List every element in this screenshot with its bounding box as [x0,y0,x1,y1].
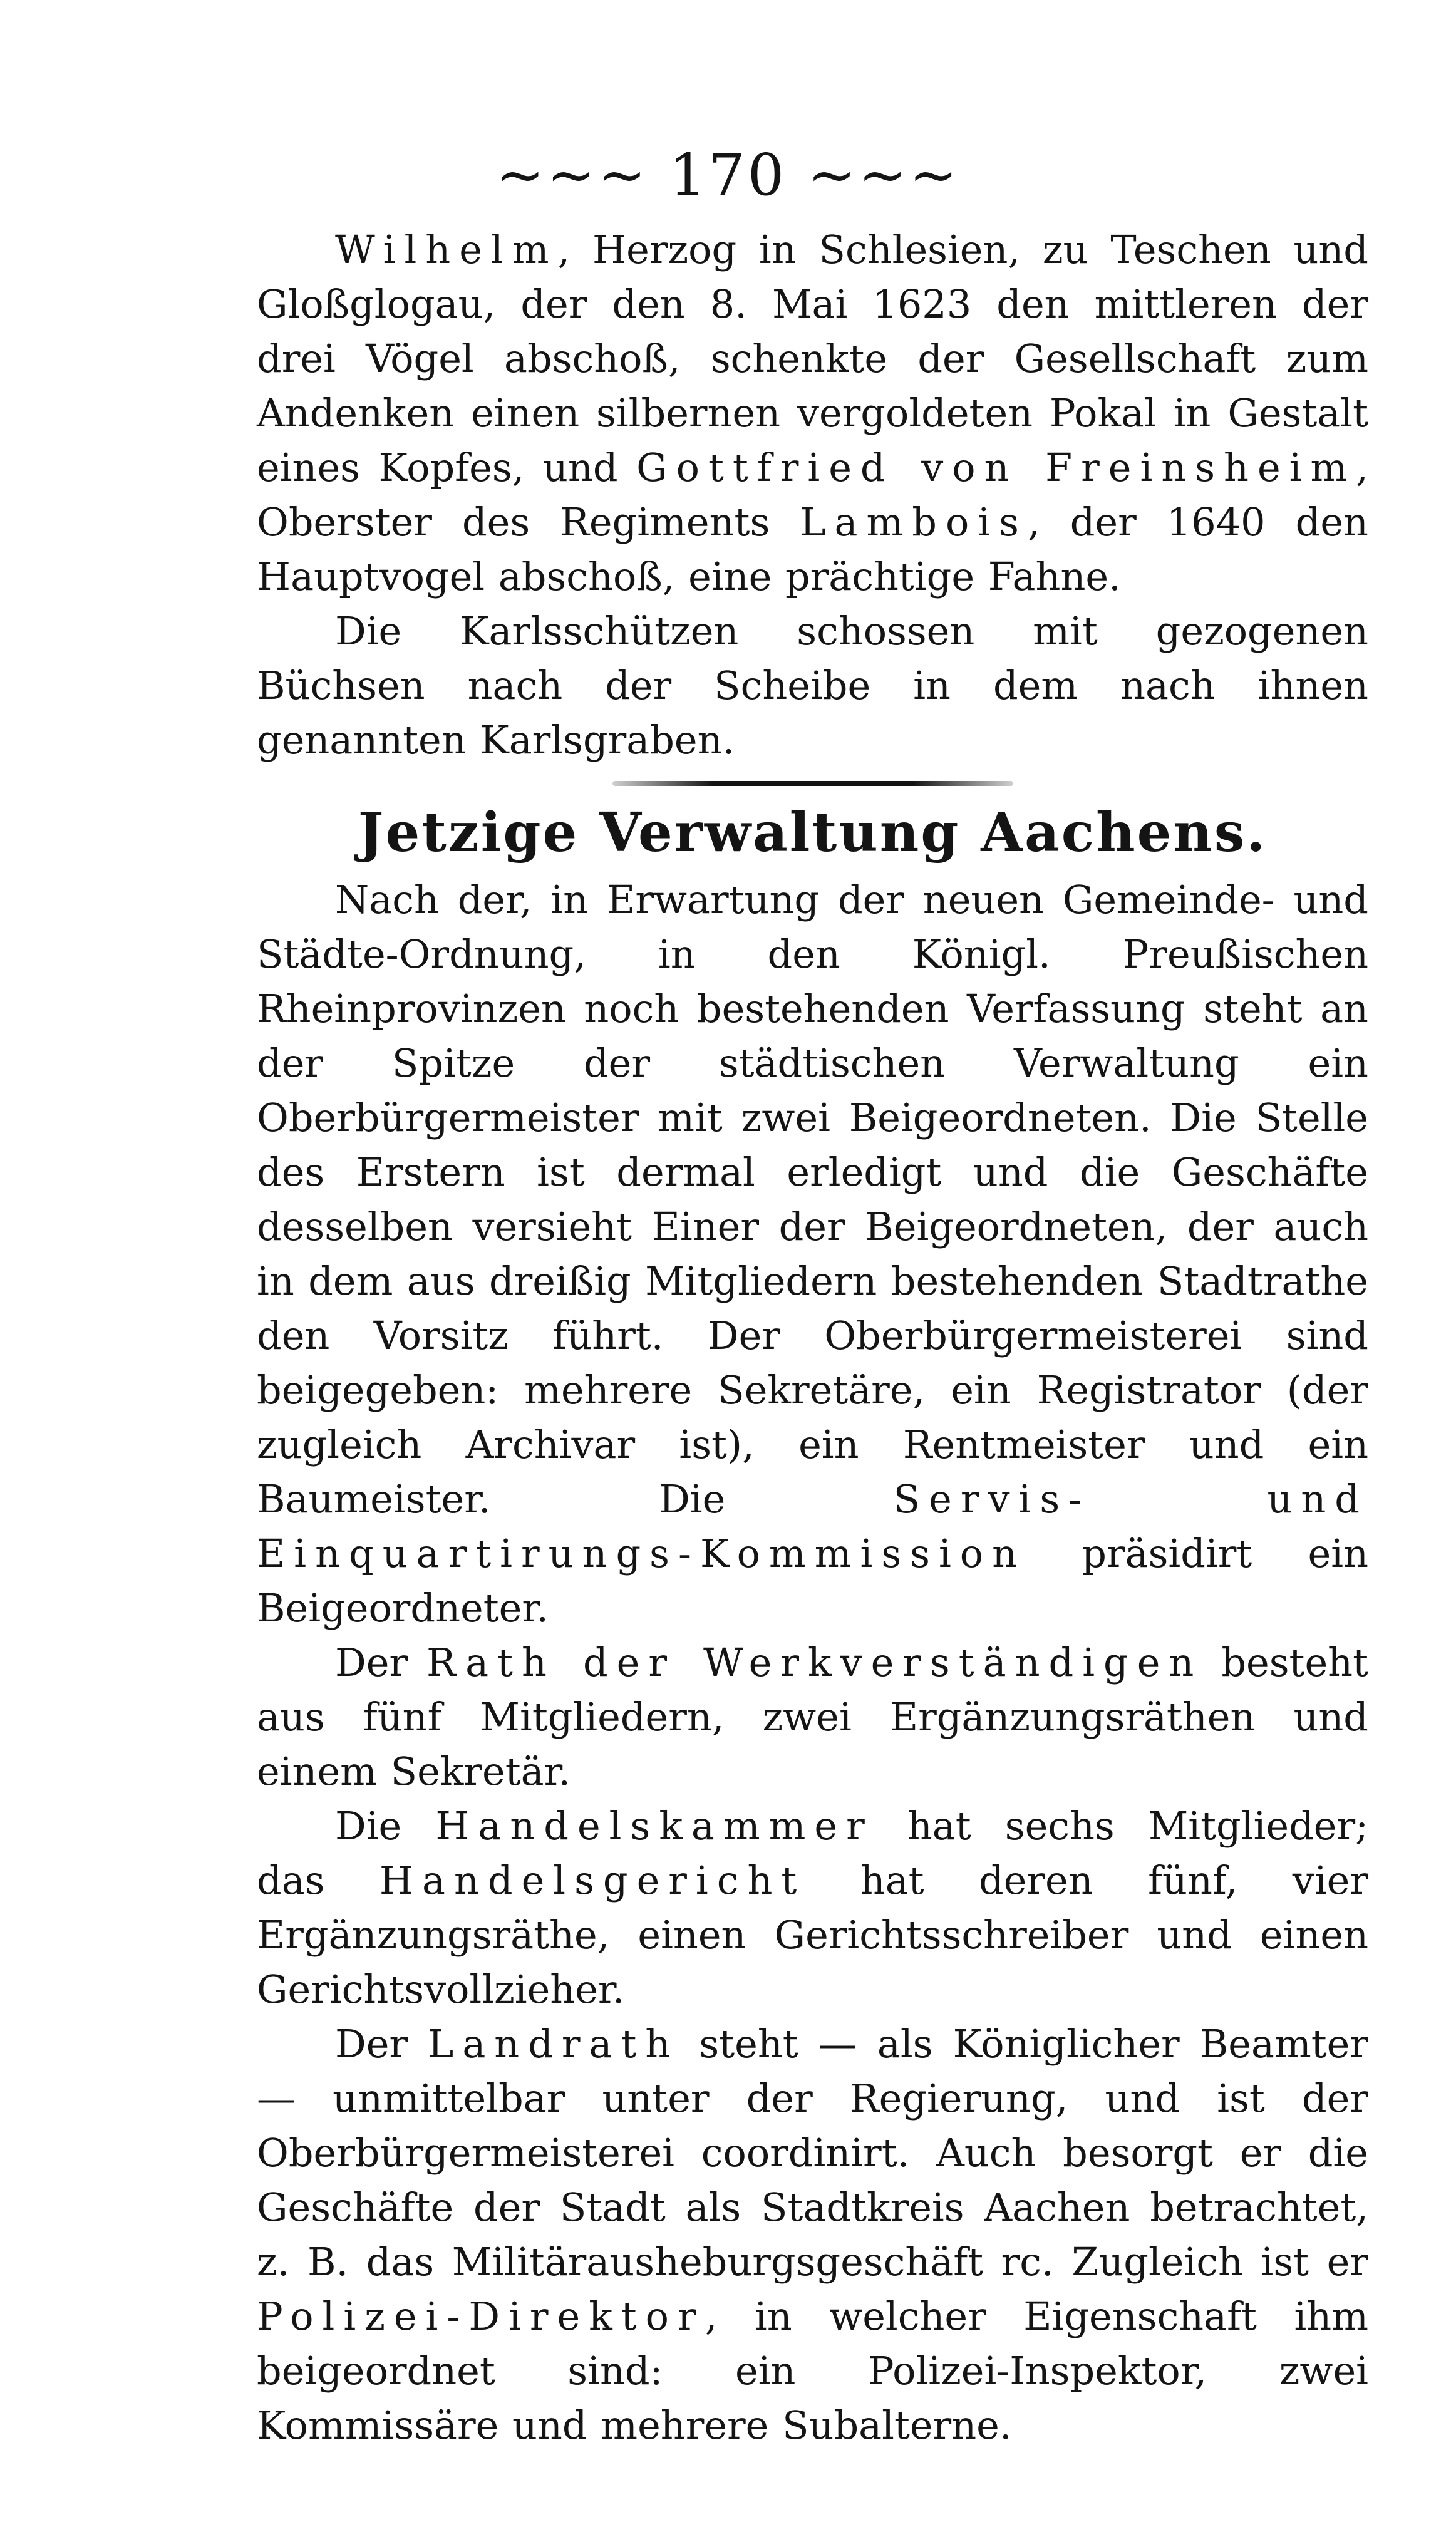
paragraph-rath: Der Rath der Werkverständigen besteht aus fünf Mitgliedern, zwei Ergänzungsräthen und einem Sekretär. [257,1640,1369,1794]
paragraph-handelskammer: Die Handelskammer hat sechs Mitglieder; das Handelsgericht hat deren fünf, vier Ergänzungsräthe, einen Gerichtsschreiber und einen Gerichtsvollzieher. [257,1803,1368,2012]
name-lambois: Lambois [800,499,1028,545]
header-ornament-left: ~~~ [496,142,649,209]
term-servis-kommission: Servis- und Einquartirungs-Kommission [257,1476,1369,1576]
page-number: 170 [669,142,787,209]
term-rath-werkverstaendigen: Rath der Werkverständigen [426,1640,1203,1685]
name-gottfried: Gottfried von Freinsheim [636,445,1356,490]
paragraph-landrath: Der Landrath steht — als Königlicher Beamter — unmittelbar unter der Regierung, und ist der Oberbürgermeisterei coordinirt. Auch besorgt er die Geschäfte der Stadt als Stadtkreis Aachen betrachtet, z. B. das Militärausheburgsgeschäft rc. Zugleich ist er Polizei-Direktor, in welcher Eigenschaft ihm beigeordnet sind: ein Polizei-Inspektor, zwei Kommissäre und mehrere Subalterne. [257,2021,1368,2448]
paragraph-donations: Wilhelm, Herzog in Schlesien, zu Teschen und Gloßglogau, der den 8. Mai 1623 den mittleren der drei Vögel abschoß, schenkte der Gesellschaft zum Andenken einen silbernen vergoldeten Pokal in Gestalt eines Kopfes, und Gottfried von Freinsheim, Oberster des Regiments Lambois, der 1640 den Hauptvogel abschoß, eine prächtige Fahne. [257,227,1368,599]
term-polizei-direktor: Polizei-Direktor [257,2293,705,2339]
term-landrath: Landrath [428,2021,679,2067]
paragraph-karlsschuetzen: Die Karlsschützen schossen mit gezogenen Büchsen nach der Scheibe in dem nach ihnen genannten Karlsgraben. [257,608,1368,763]
paragraph-verwaltung: Nach der, in Erwartung der neuen Gemeinde- und Städte-Ordnung, in den Königl. Preußischen Rheinprovinzen noch bestehenden Verfassung steht an der Spitze der städtischen Verwaltung ein Oberbürgermeister mit zwei Beigeordneten. Die Stelle des Erstern ist dermal erledigt und die Geschäfte desselben versieht Einer der Beigeordneten, der auch in dem aus dreißig Mitgliedern bestehenden Stadtrathe den Vorsitz führt. Der Oberbürgermeisterei sind beigegeben: mehrere Sekretäre, ein Registrator (der zugleich Archivar ist), ein Rentmeister und ein Baumeister. Die Servis- und Einquartirungs-Kommission präsidirt ein Beigeordneter. [257,877,1369,1631]
section-heading: Jetzige Verwaltung Aachens. [358,801,1268,864]
name-wilhelm: Wilhelm [335,227,558,272]
text-column [257,222,1368,2452]
term-handelskammer: Handelskammer [435,1803,874,1849]
term-handelsgericht: Handelsgericht [379,1858,806,1903]
header-ornament-right: ~~~ [807,142,960,209]
page-header [0,141,1456,210]
section-divider [612,781,1013,786]
